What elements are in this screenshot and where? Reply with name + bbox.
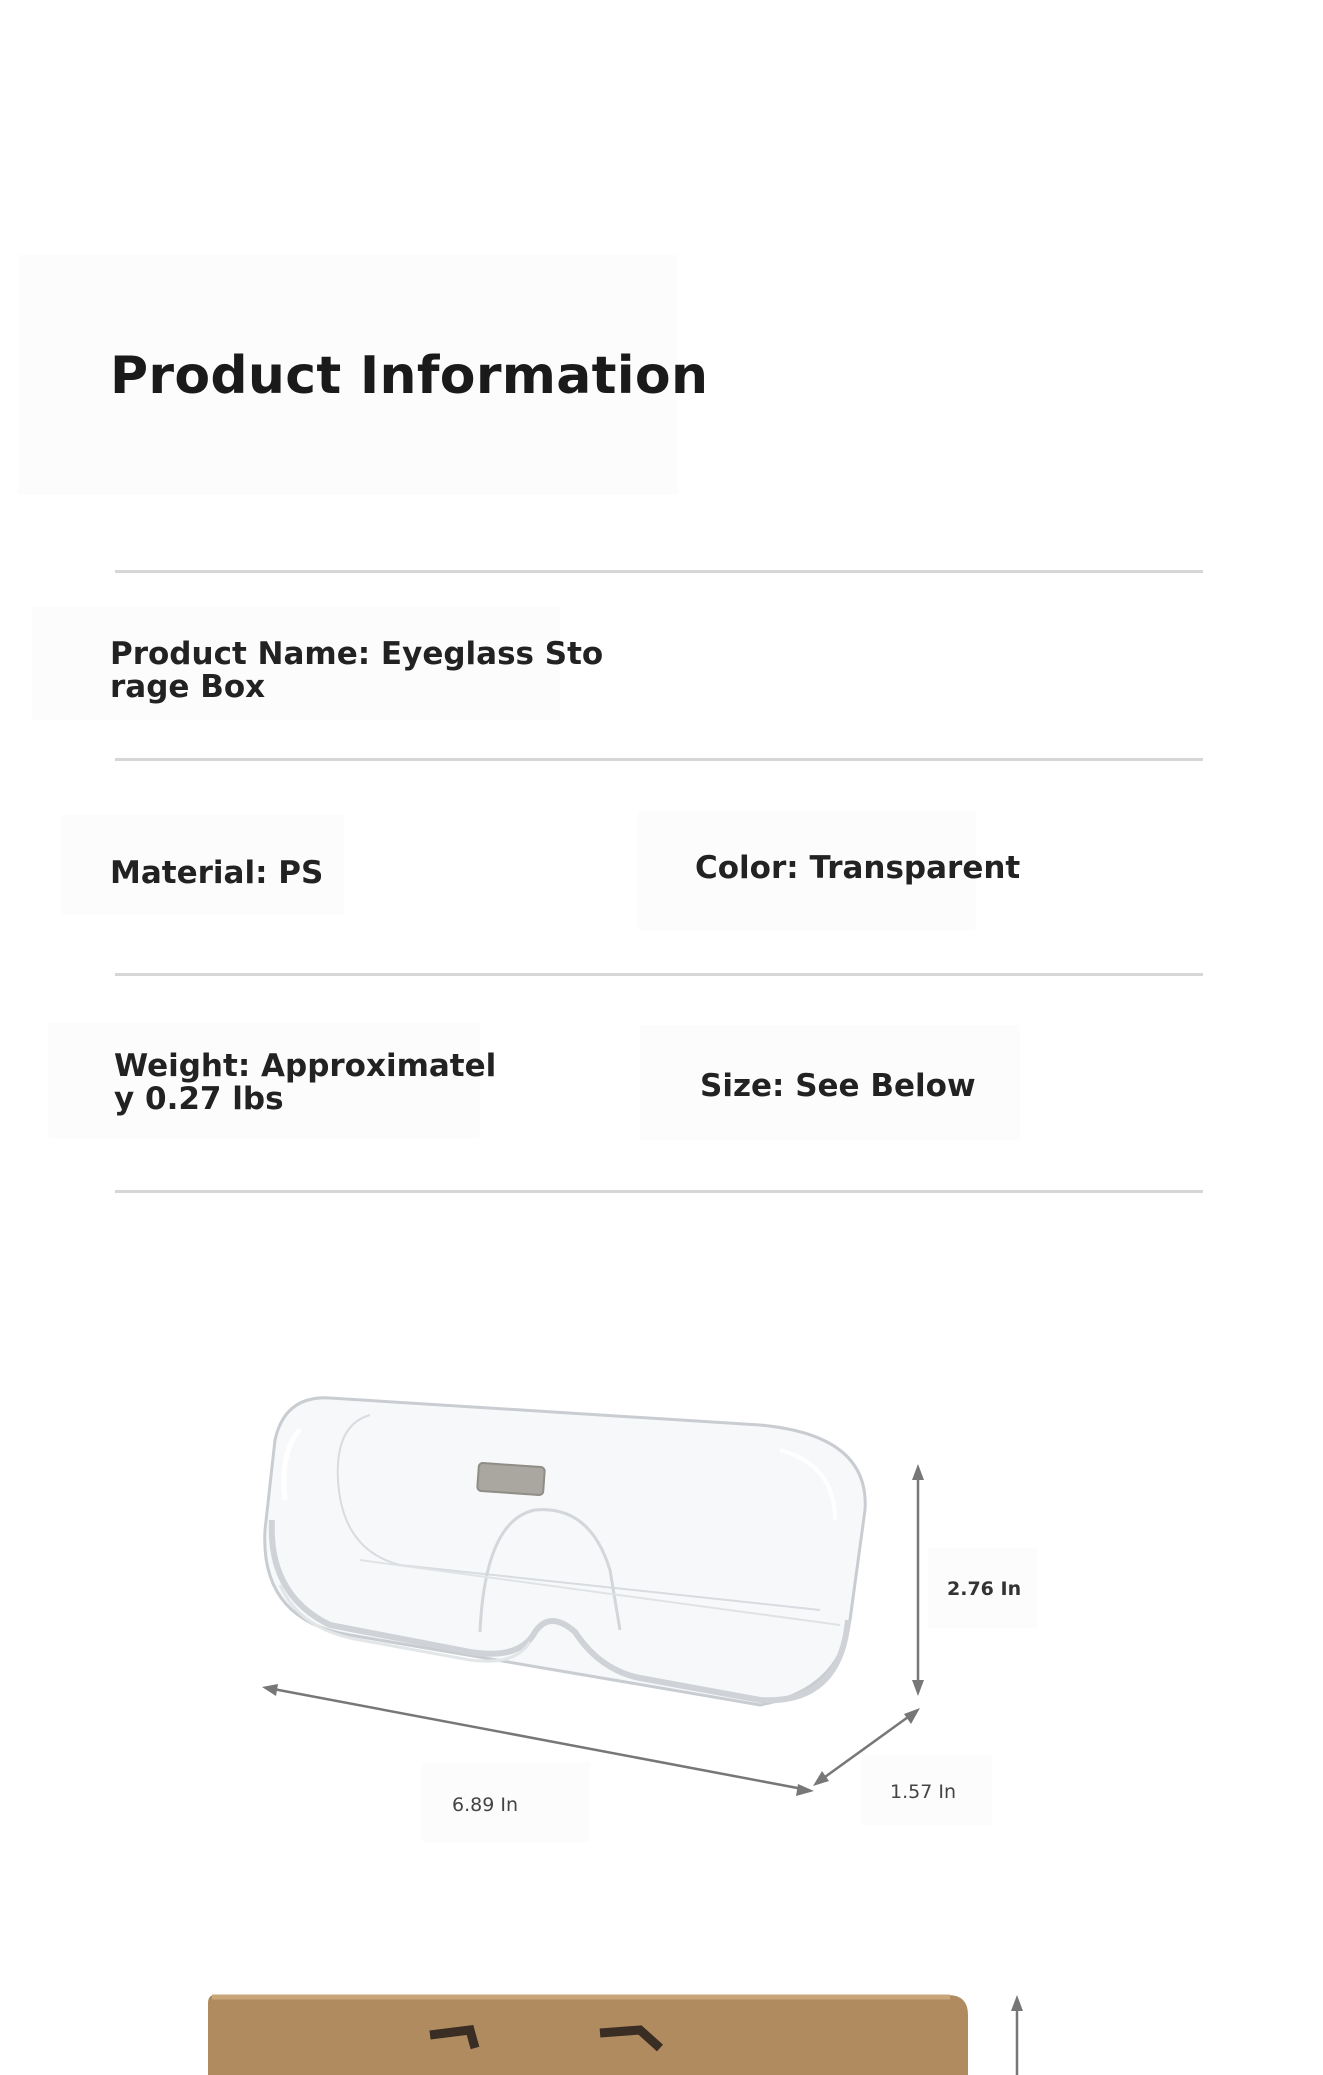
- divider-3: [115, 973, 1203, 976]
- color-field: Color: Transparent: [695, 850, 1021, 886]
- product-name-line1: Product Name: Eyeglass Sto: [110, 636, 604, 672]
- size-field: Size: See Below: [700, 1068, 976, 1104]
- height-dimension-label: 2.76 In: [947, 1578, 1022, 1600]
- divider-2: [115, 758, 1203, 761]
- divider-1: [115, 570, 1203, 573]
- product-name-line2: rage Box: [110, 669, 266, 705]
- cardboard-box-illustration: [0, 1975, 1323, 2075]
- page-title: Product Information: [110, 346, 709, 406]
- divider-4: [115, 1190, 1203, 1193]
- dimension-arrows: [0, 1440, 1323, 1860]
- length-dimension-label: 6.89 In: [452, 1794, 518, 1816]
- product-name-field: [110, 638, 603, 704]
- material-field: Material: PS: [110, 855, 324, 891]
- weight-line1: Weight: Approximatel: [114, 1048, 497, 1084]
- weight-line2: y 0.27 lbs: [114, 1081, 284, 1117]
- weight-field: [114, 1050, 496, 1116]
- depth-dimension-label: 1.57 In: [890, 1781, 956, 1803]
